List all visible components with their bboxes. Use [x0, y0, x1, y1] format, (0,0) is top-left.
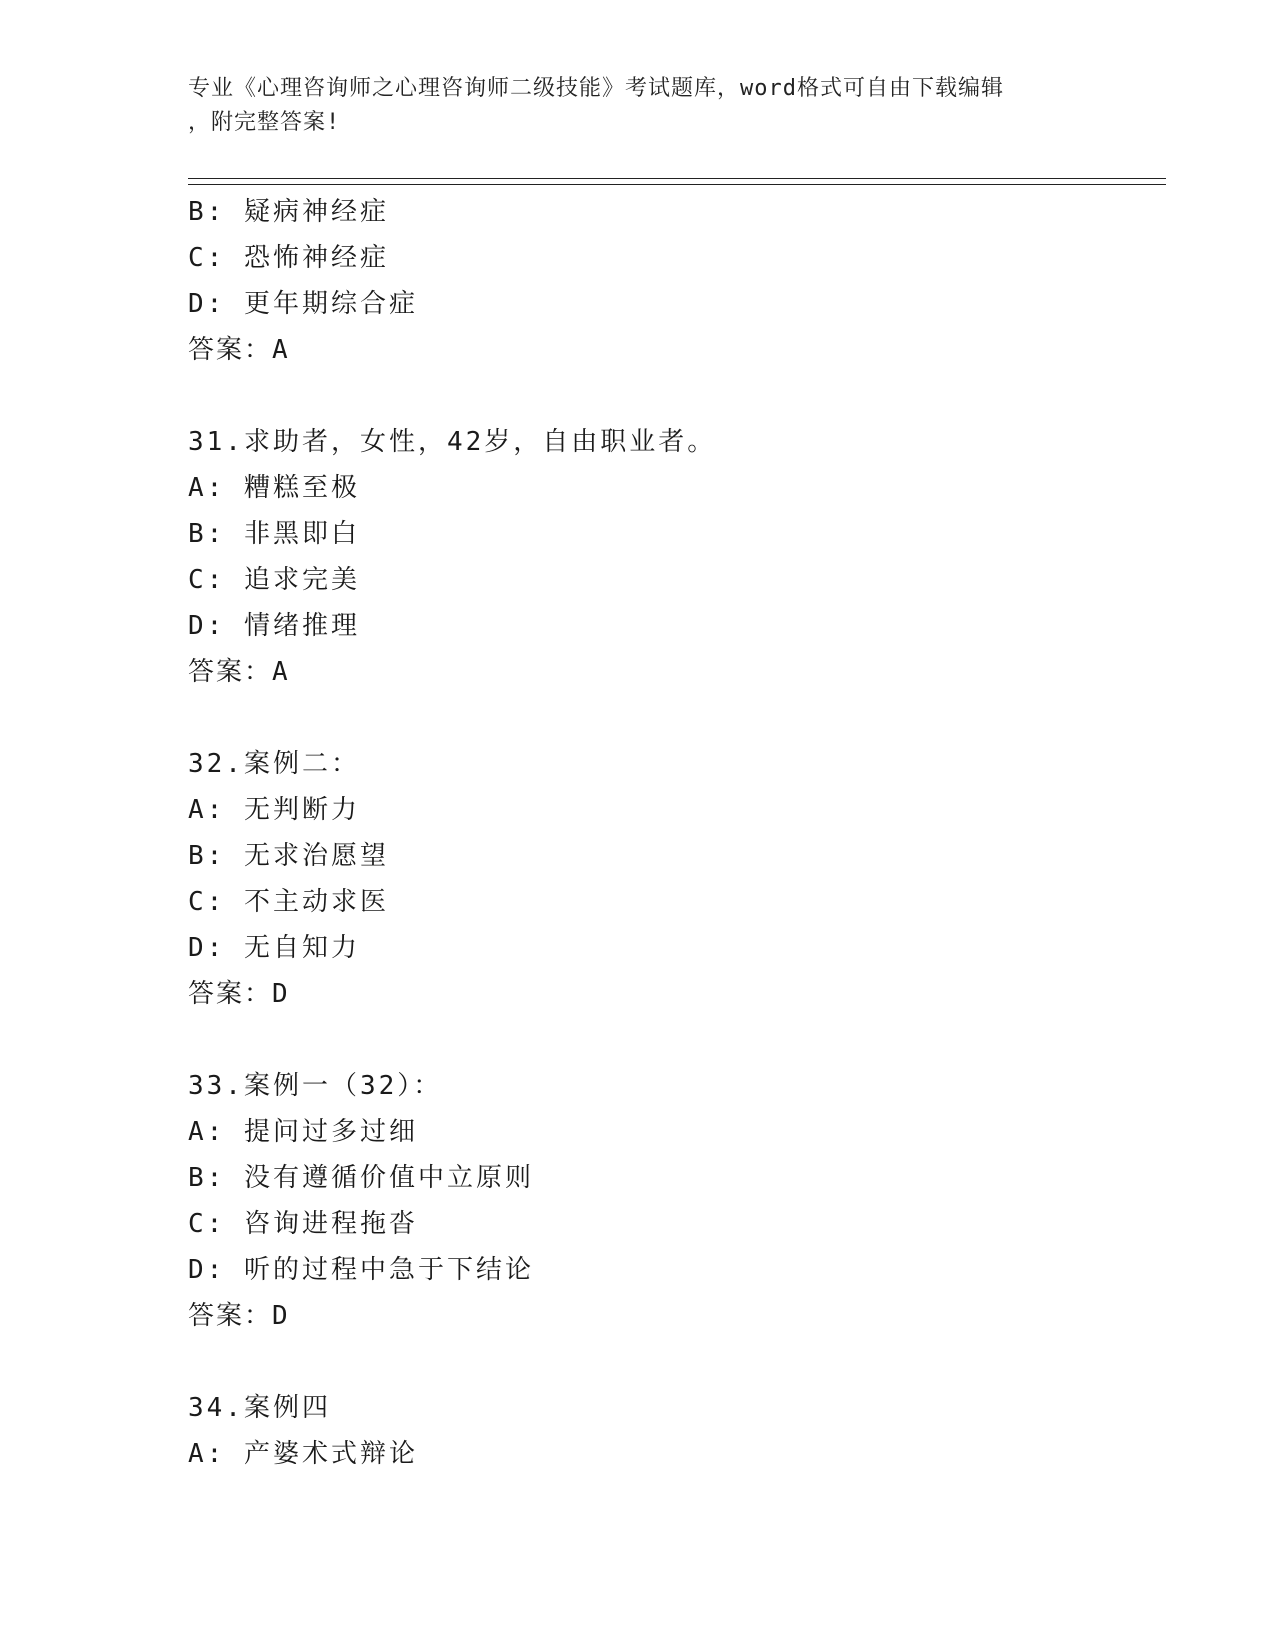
- answer-value: D: [272, 1301, 290, 1331]
- option-b: B: 无求治愿望: [188, 841, 389, 871]
- question-list: [188, 189, 1166, 1477]
- answer-label: 答案：: [188, 979, 273, 1009]
- spacer: [188, 695, 1166, 741]
- question-text: 32.案例二：: [188, 749, 360, 779]
- question-text: 34.案例四: [188, 1393, 331, 1423]
- option-a: A: 糟糕至极: [188, 473, 360, 503]
- header-line-1: 专业《心理咨询师之心理咨询师二级技能》考试题库，word格式可自由下载编辑: [188, 76, 1004, 101]
- option-b: B: 疑病神经症: [188, 197, 389, 227]
- question-block-31: [188, 419, 1166, 695]
- answer-value: A: [272, 657, 290, 687]
- question-block-partial: [188, 189, 1166, 373]
- option-c: C: 恐怖神经症: [188, 243, 389, 273]
- question-text: 31.求助者，女性，42岁，自由职业者。: [188, 427, 717, 457]
- header-divider-bottom: [188, 184, 1166, 185]
- answer-line: [188, 327, 1166, 373]
- option-d: D: 听的过程中急于下结论: [188, 1255, 534, 1285]
- option-c: C: 不主动求医: [188, 887, 389, 917]
- header-line-2: ，附完整答案!: [188, 110, 341, 135]
- option-c: C: 咨询进程拖沓: [188, 1209, 418, 1239]
- answer-line: [188, 649, 1166, 695]
- spacer: [188, 1339, 1166, 1385]
- answer-value: A: [272, 335, 290, 365]
- option-a: A: 无判断力: [188, 795, 360, 825]
- option-a: A: 提问过多过细: [188, 1117, 418, 1147]
- option-c: C: 追求完美: [188, 565, 360, 595]
- question-text: 33.案例一（32）：: [188, 1071, 443, 1101]
- question-block-33: [188, 1063, 1166, 1339]
- answer-line: [188, 1293, 1166, 1339]
- question-block-32: [188, 741, 1166, 1017]
- answer-label: 答案：: [188, 657, 273, 687]
- option-a: A: 产婆术式辩论: [188, 1439, 418, 1469]
- answer-line: [188, 971, 1166, 1017]
- spacer: [188, 1017, 1166, 1063]
- answer-label: 答案：: [188, 1301, 273, 1331]
- option-d: D: 无自知力: [188, 933, 360, 963]
- answer-label: 答案：: [188, 335, 273, 365]
- option-b: B: 没有遵循价值中立原则: [188, 1163, 534, 1193]
- option-d: D: 情绪推理: [188, 611, 360, 641]
- answer-value: D: [272, 979, 290, 1009]
- option-d: D: 更年期综合症: [188, 289, 418, 319]
- header-divider-top: [188, 178, 1166, 179]
- document-header: [188, 72, 1088, 140]
- question-block-34: [188, 1385, 1166, 1477]
- option-b: B: 非黑即白: [188, 519, 360, 549]
- spacer: [188, 373, 1166, 419]
